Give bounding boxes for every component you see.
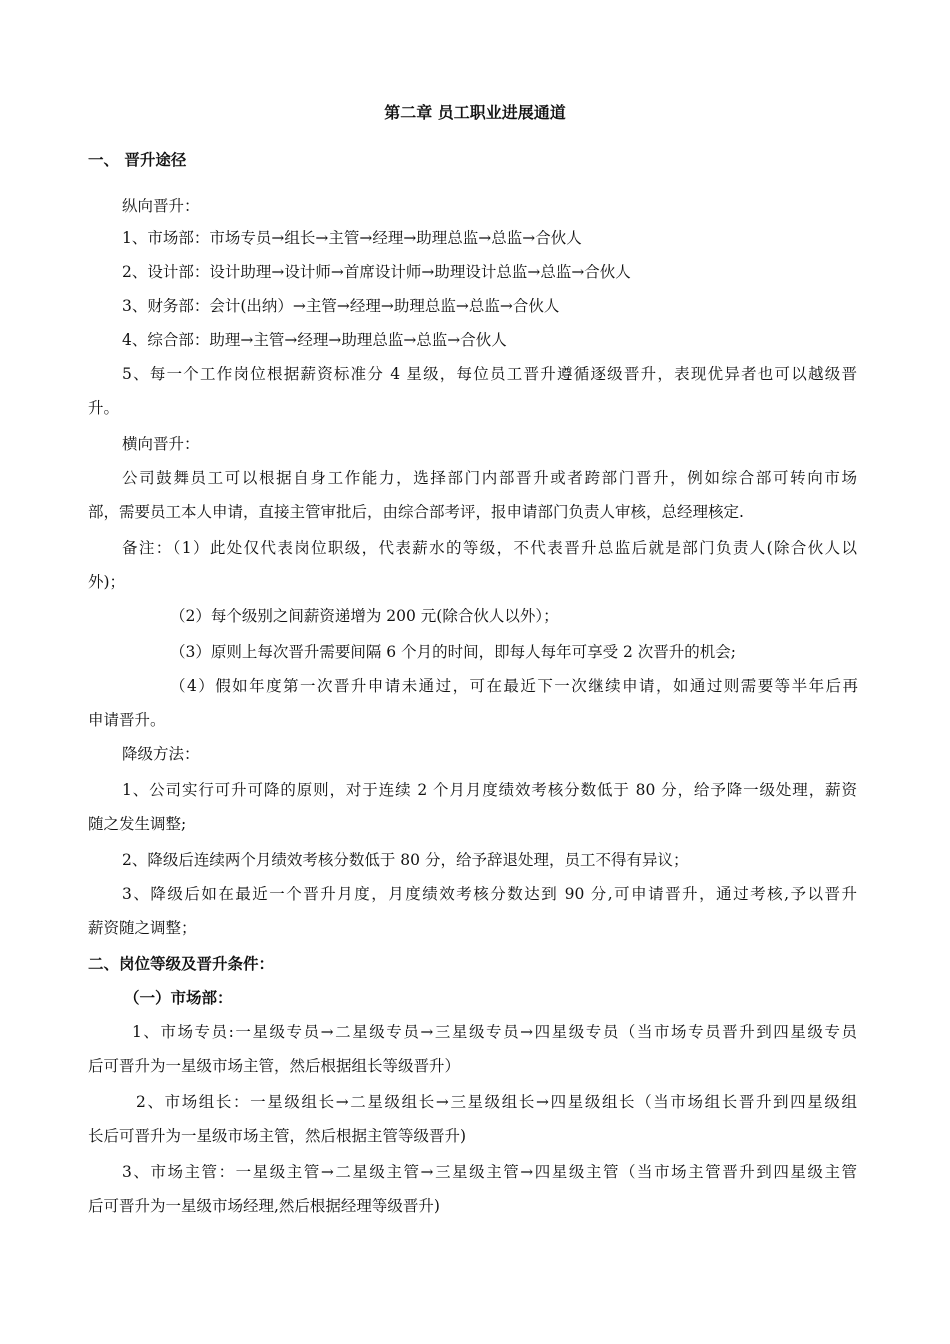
- paragraph-line: 公司鼓舞员工可以根据自身工作能力，选择部门内部晋升或者跨部门晋升，例如综合部可转向市场: [122, 469, 857, 487]
- chapter-title: 第二章 员工职业进展通道: [384, 103, 566, 122]
- horizontal-promotion-label: 横向晋升：: [122, 435, 200, 453]
- paragraph-line: 升。: [88, 399, 120, 417]
- paragraph-line: 后可晋升为一星级市场经理,然后根据经理等级晋升): [88, 1197, 440, 1215]
- paragraph-line: 部，需要员工本人申请，直接主管审批后，由综合部考评，报申请部门负责人审核，总经理核定.: [88, 503, 744, 521]
- note-line: 备注：（1）此处仅代表岗位职级，代表薪水的等级，不代表晋升总监后就是部门负责人(除合伙人以: [122, 539, 857, 557]
- paragraph-line: 1、公司实行可升可降的原则，对于连续 2 个月月度绩效考核分数低于 80 分，给予降一级处理，薪资: [122, 781, 857, 799]
- paragraph-line: 薪资随之调整；: [88, 919, 197, 937]
- list-item: 3、财务部：会计(出纳）→主管→经理→助理总监→总监→合伙人: [122, 297, 560, 315]
- paragraph-line: 5、每一个工作岗位根据薪资标准分 4 星级，每位员工晋升遵循逐级晋升，表现优异者也可以越级晋: [122, 365, 857, 383]
- sub-heading-marketing: （一）市场部：: [124, 989, 233, 1007]
- paragraph-line: 后可晋升为一星级市场主管，然后根据组长等级晋升）: [88, 1057, 461, 1075]
- list-item: 1、市场部：市场专员→组长→主管→经理→助理总监→总监→合伙人: [122, 229, 582, 247]
- paragraph-line: 2、市场组长：一星级组长→二星级组长→三星级组长→四星级组长（当市场组长晋升到四星级组: [136, 1093, 857, 1111]
- paragraph-line: 1、市场专员:一星级专员→二星级专员→三星级专员→四星级专员（当市场专员晋升到四星级专员: [132, 1023, 857, 1041]
- paragraph-line: 长后可晋升为一星级市场主管，然后根据主管等级晋升): [88, 1127, 467, 1145]
- paragraph-line: 3、市场主管：一星级主管→二星级主管→三星级主管→四星级主管（当市场主管晋升到四星级主管: [122, 1163, 857, 1181]
- section-heading-promotion-paths: 一、 晋升途径: [88, 151, 187, 169]
- list-item: 4、综合部：助理→主管→经理→助理总监→总监→合伙人: [122, 331, 507, 349]
- list-item: 2、设计部：设计助理→设计师→首席设计师→助理设计总监→总监→合伙人: [122, 263, 631, 281]
- note-line: 申请晋升。: [88, 711, 166, 729]
- section-heading-grades: 二、岗位等级及晋升条件：: [88, 955, 275, 973]
- note-line: （2）每个级别之间薪资递增为 200 元(除合伙人以外）；: [170, 607, 559, 625]
- paragraph-line: 2、降级后连续两个月绩效考核分数低于 80 分，给予辞退处理，员工不得有异议；: [122, 851, 689, 869]
- vertical-promotion-label: 纵向晋升：: [122, 197, 200, 215]
- note-line: （3）原则上每次晋升需要间隔 6 个月的时间，即每人每年可享受 2 次晋升的机会;: [170, 643, 737, 661]
- paragraph-line: 3、降级后如在最近一个晋升月度，月度绩效考核分数达到 90 分,可申请晋升，通过考核,予以晋升: [122, 885, 857, 903]
- note-line: （4）假如年度第一次晋升申请未通过，可在最近下一次继续申请，如通过则需要等半年后再: [170, 677, 858, 695]
- demotion-label: 降级方法：: [122, 745, 200, 763]
- note-line: 外)；: [88, 573, 126, 591]
- paragraph-line: 随之发生调整;: [88, 815, 187, 833]
